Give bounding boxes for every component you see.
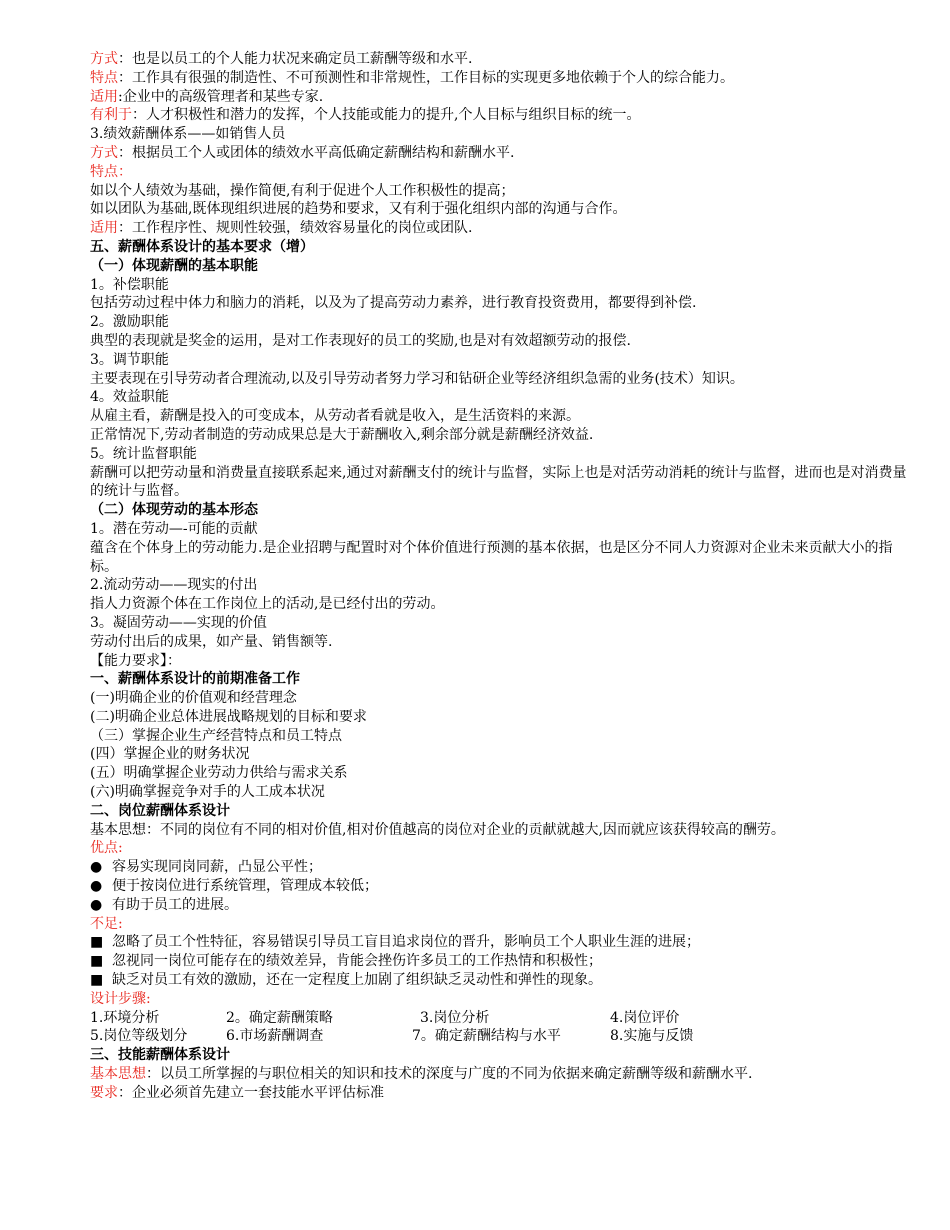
text-line: 从雇主看，薪酬是投入的可变成本，从劳动者看就是收入，是生活资料的来源。	[90, 408, 580, 425]
text-line: 2.流动劳动——现实的付出	[90, 577, 258, 594]
label: 要求	[90, 1084, 118, 1101]
label: 方式	[90, 51, 118, 67]
step-item: 1.环境分析	[90, 1009, 160, 1026]
square-bullet-icon: ■	[90, 972, 104, 989]
step-item: 5.岗位等级划分	[90, 1028, 188, 1045]
section-heading: 二、岗位薪酬体系设计	[90, 802, 230, 819]
label: 不足:	[90, 915, 123, 932]
label: 基本思想	[90, 1066, 146, 1083]
section-heading: 一、薪酬体系设计的前期准备工作	[90, 671, 300, 688]
subsection-heading: （二）体现劳动的基本形态	[90, 502, 258, 519]
text-line: 劳动付出后的成果，如产量、销售额等.	[90, 633, 333, 650]
text-line: 适用：工作程序性、规则性较强，绩效容易量化的岗位或团队.	[90, 220, 473, 237]
text-line: 方式：根据员工个人或团体的绩效水平高低确定薪酬结构和薪酬水平.	[90, 144, 515, 161]
label: 有利于	[90, 107, 132, 124]
step-item: 4.岗位评价	[610, 1009, 680, 1026]
list-item: ● 便于按岗位进行系统管理，管理成本较低；	[90, 878, 378, 895]
label: 方式	[90, 144, 118, 161]
text-line: 有利于：人才积极性和潜力的发挥，个人技能或能力的提升,个人目标与组织目标的统一。	[90, 107, 641, 124]
label: 适用	[90, 88, 118, 105]
text-line: 2。激励职能	[90, 314, 169, 331]
text-line: 方式：也是以员工的个人能力状况来确定员工薪酬等级和水平.	[90, 51, 473, 67]
text-line: (一)明确企业的价值观和经营理念	[90, 690, 297, 707]
text-line: 3.绩效薪酬体系——如销售人员	[90, 126, 286, 143]
text-line: (四）掌握企业的财务状况	[90, 746, 250, 763]
text-line: 5。统计监督职能	[90, 445, 197, 462]
step-item: 7。确定薪酬结构与水平	[412, 1028, 561, 1045]
text-line: 如以个人绩效为基础，操作简便,有利于促进个人工作积极性的提高；	[90, 182, 515, 199]
steps-row	[90, 1027, 910, 1046]
paragraph: 薪酬可以把劳动量和消费量直接联系起来,通过对薪酬支付的统计与监督，实际上也是对活劳动消耗的统计与监督，进而也是对消费量的统计与监督。	[90, 464, 907, 500]
section-heading: 五、薪酬体系设计的基本要求（增）	[90, 238, 314, 255]
text-line: 1。补偿职能	[90, 276, 169, 293]
label: 设计步骤:	[90, 990, 151, 1007]
text-line: 如以团队为基础,既体现组织进展的趋势和要求，又有利于强化组织内部的沟通与合作。	[90, 201, 627, 218]
text-line: 要求：企业必须首先建立一套技能水平评估标准	[90, 1084, 384, 1101]
text-line: 【能力要求】：	[90, 652, 181, 669]
text-line: 特点：	[90, 163, 132, 180]
step-item: 2。确定薪酬策略	[226, 1009, 333, 1026]
label: 特点	[90, 69, 118, 86]
text-line: 正常情况下,劳动者制造的劳动成果总是大于薪酬收入,剩余部分就是薪酬经济效益.	[90, 426, 594, 443]
text-line: 3。凝固劳动——实现的价值	[90, 614, 267, 631]
square-bullet-icon: ■	[90, 934, 104, 951]
text-line: 基本思想：以员工所掌握的与职位相关的知识和技术的深度与广度的不同为依据来确定薪酬等级和薪酬水平.	[90, 1066, 753, 1083]
bullet-icon: ●	[90, 878, 103, 895]
step-item: 8.实施与反馈	[610, 1028, 694, 1045]
text-line: 典型的表现就是奖金的运用，是对工作表现好的员工的奖励,也是对有效超额劳动的报偿.	[90, 332, 631, 349]
text-line: 特点：工作具有很强的制造性、不可预测性和非常规性，工作目标的实现更多地依赖于个人的综合能力。	[90, 69, 734, 86]
square-bullet-icon: ■	[90, 953, 104, 970]
bullet-icon: ●	[90, 859, 103, 876]
list-item: ■ 忽略了员工个性特征，容易错误引导员工盲目追求岗位的晋升，影响员工个人职业生涯的进展；	[90, 934, 700, 951]
label: 适用	[90, 220, 118, 237]
text-line: 指人力资源个体在工作岗位上的活动,是已经付出的劳动。	[90, 596, 445, 613]
list-item: ● 容易实现同岗同薪，凸显公平性；	[90, 859, 322, 876]
label: 特点	[90, 163, 118, 180]
bullet-icon: ●	[90, 896, 103, 913]
label: 优点:	[90, 840, 123, 857]
text-line: (六)明确掌握竞争对手的人工成本状况	[90, 784, 325, 801]
text-line: （三）掌握企业生产经营特点和员工特点	[90, 727, 342, 744]
paragraph: 基本思想：不同的岗位有不同的相对价值,相对价值越高的岗位对企业的贡献就越大,因而就应该获得较高的酬劳。	[90, 821, 785, 838]
text-line: (五）明确掌握企业劳动力供给与需求关系	[90, 765, 348, 782]
subsection-heading: （一）体现薪酬的基本职能	[90, 257, 258, 274]
text-line: 1。潜在劳动—-可能的贡献	[90, 520, 258, 537]
list-item: ■ 忽视同一岗位可能存在的绩效差异，肯能会挫伤许多员工的工作热情和积极性；	[90, 953, 602, 970]
text-line: 包括劳动过程中体力和脑力的消耗，以及为了提高劳动力素养，进行教育投资费用，都要得到补偿.	[90, 295, 697, 312]
list-item: ■ 缺乏对员工有效的激励，还在一定程度上加剧了组织缺乏灵动性和弹性的现象。	[90, 972, 602, 989]
text-line: 4。效益职能	[90, 389, 169, 406]
step-item: 3.岗位分析	[420, 1009, 490, 1026]
steps-row	[90, 1009, 910, 1028]
step-item: 6.市场薪酬调查	[226, 1028, 324, 1045]
section-heading: 三、技能薪酬体系设计	[90, 1047, 230, 1064]
paragraph: 蕴含在个体身上的劳动能力.是企业招聘与配置时对个体价值进行预测的基本依据，也是区分不同人力资源对企业未来贡献大小的指标。	[90, 539, 893, 575]
text-line: (二)明确企业总体进展战略规划的目标和要求	[90, 708, 367, 725]
text-line: 主要表现在引导劳动者合理流动,以及引导劳动者努力学习和钻研企业等经济组织急需的业务(技术）知识。	[90, 370, 744, 387]
text-line: 3。调节职能	[90, 351, 169, 368]
text-line: 适用:企业中的高级管理者和某些专家.	[90, 88, 324, 105]
list-item: ● 有助于员工的进展。	[90, 896, 238, 913]
